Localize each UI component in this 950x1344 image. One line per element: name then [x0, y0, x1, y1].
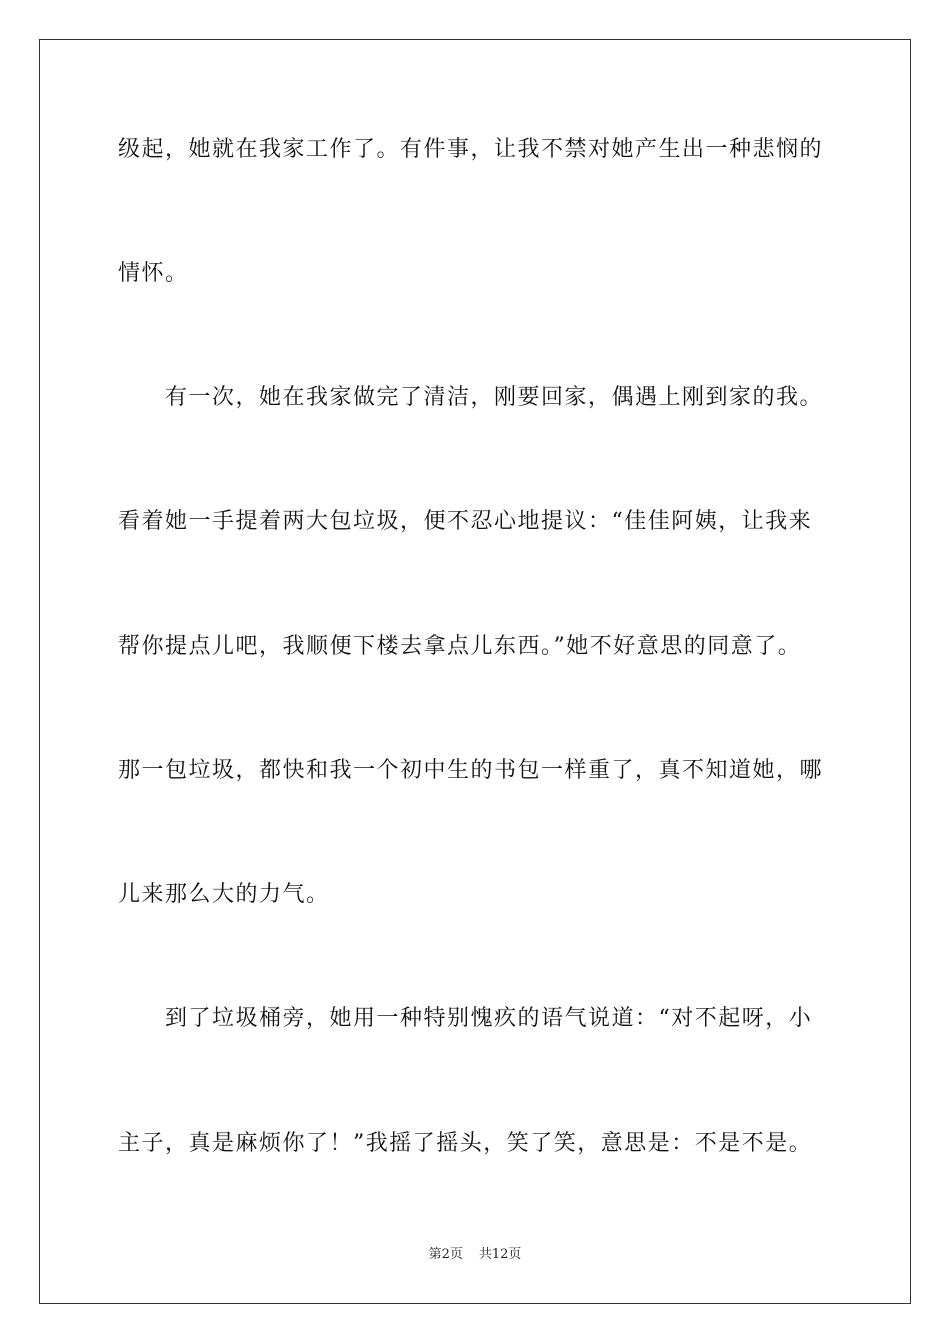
text-line: 到了垃圾桶旁，她用一种特别愧疚的语气说道：“对不起呀，小 [118, 1006, 813, 1031]
text-line: 级起，她就在我家工作了。有件事，让我不禁对她产生出一种悲悯的 [118, 137, 824, 162]
text-line: 帮你提点儿吧，我顺便下楼去拿点儿东西。”她不好意思的同意了。 [118, 634, 802, 659]
text-line: 情怀。 [118, 261, 189, 286]
text-line: 有一次，她在我家做完了清洁，刚要回家，偶遇上刚到家的我。 [118, 385, 824, 410]
text-line: 那一包垃圾，都快和我一个初中生的书包一样重了，真不知道她，哪 [118, 758, 824, 783]
text-line: 主子，真是麻烦你了！”我摇了摇头，笑了笑，意思是：不是不是。 [118, 1131, 813, 1156]
text-line: 儿来那么大的力气。 [118, 882, 330, 907]
page-footer [0, 1246, 950, 1264]
page-border [39, 39, 911, 1304]
text-line: 看着她一手提着两大包垃圾，便不忍心地提议：“佳佳阿姨，让我来 [118, 509, 813, 534]
page-total: 共12页 [478, 1247, 522, 1262]
page-number: 第2页 [428, 1247, 463, 1262]
